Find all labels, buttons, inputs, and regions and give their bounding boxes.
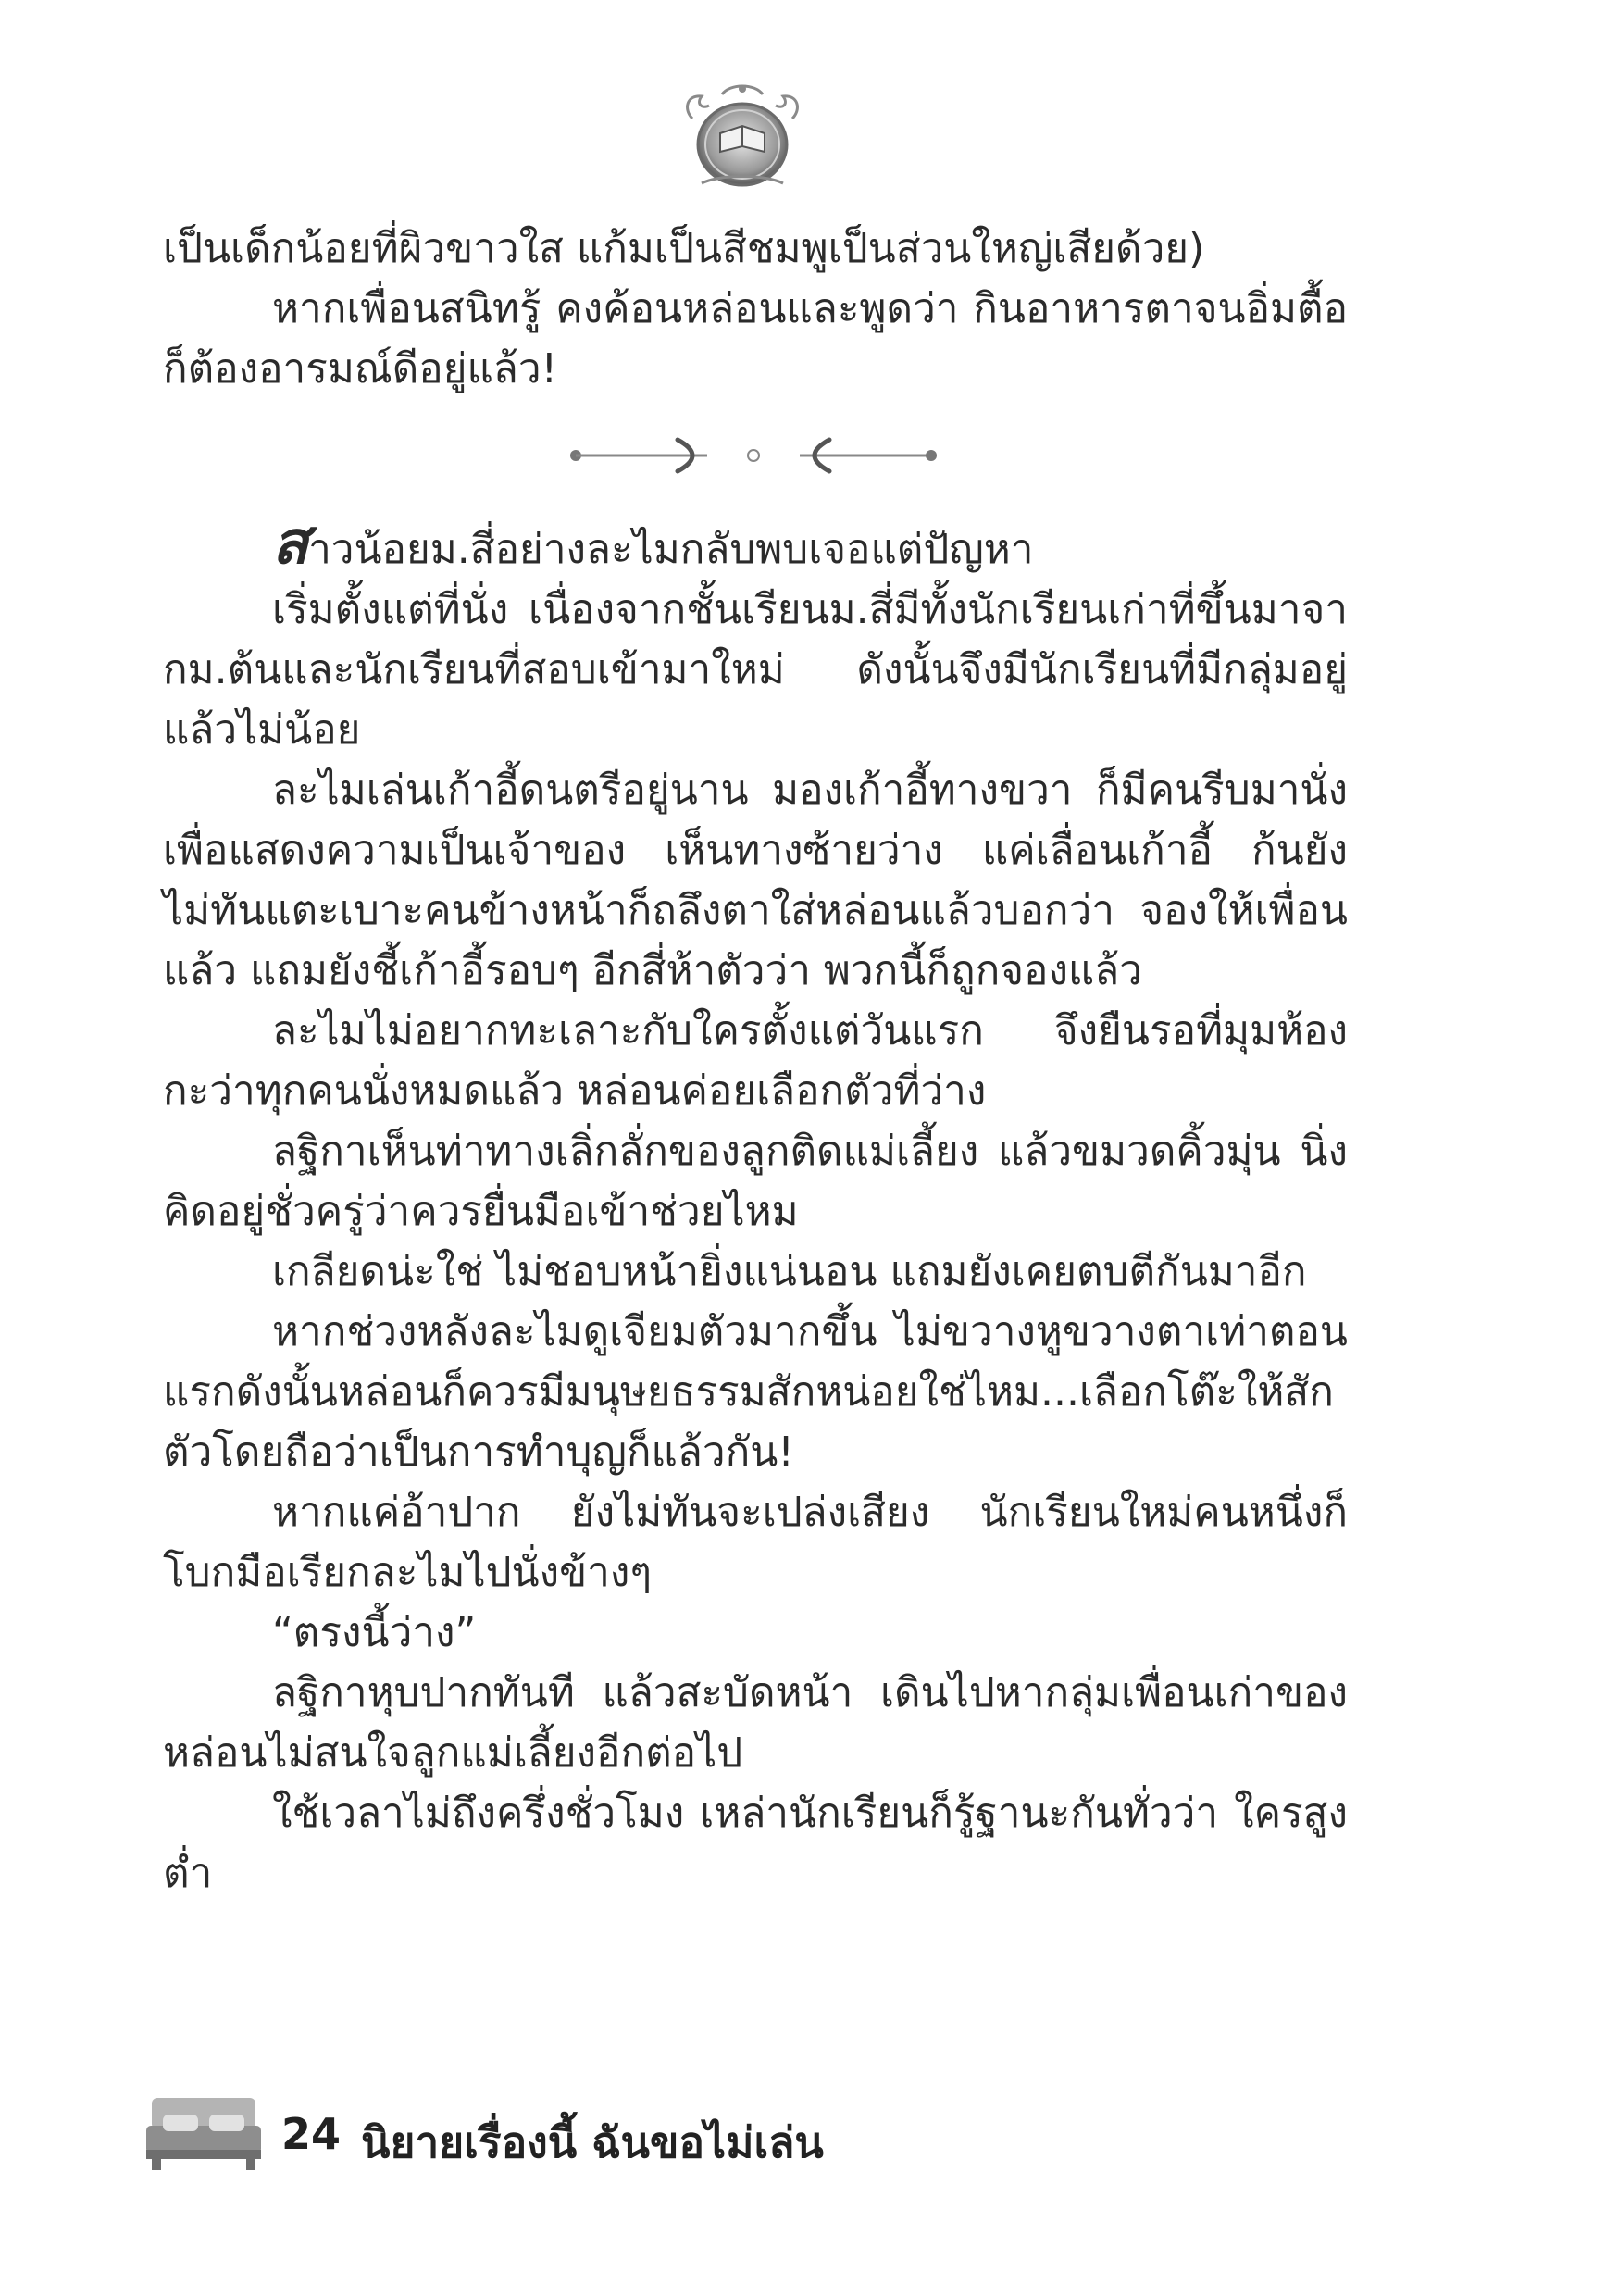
paragraph-2: หากเพื่อนสนิทรู้ คงค้อนหล่อนและพูดว่า กินอาหารตาจนอิ่มตื้อก็ต้องอารมณ์ดีอยู่แล้ว! xyxy=(163,285,1348,393)
dropcap-letter: ส xyxy=(272,509,309,578)
paragraph-4: ละไมเล่นเก้าอี้ดนตรีอยู่นาน มองเก้าอี้ทางขวา ก็มีคนรีบมานั่งเพื่อแสดงความเป็นเจ้าของ เห็นทางซ้ายว่าง แค่เลื่อนเก้าอี้ ก้นยังไม่ทันแตะเบาะคนข้างหน้าก็ถลึงตาใส่หล่อนแล้วบอกว่า จองให้เพื่อนแล้ว แถมยังชี้เก้าอี้รอบๆ อีกสี่ห้าตัวว่า พวกนี้ก็ถูกจองแล้ว xyxy=(163,767,1348,994)
opening-line: าวน้อยม.สี่อย่างละไมกลับพบเจอแต่ปัญหา xyxy=(308,526,1034,573)
section-divider xyxy=(163,418,1348,493)
page-footer xyxy=(146,2094,1350,2177)
publisher-emblem-logo xyxy=(674,81,811,196)
paragraph-dialogue: “ตรงนี้ว่าง” xyxy=(272,1609,477,1656)
paragraph-7: เกลียดน่ะใช่ ไม่ชอบหน้ายิ่งแน่นอน แถมยังเคยตบตีกันมาอีก xyxy=(272,1248,1307,1295)
paragraph-9: หากแค่อ้าปาก ยังไม่ทันจะเปล่งเสียง นักเรียนใหม่คนหนึ่งก็โบกมือเรียกละไมไปนั่งข้างๆ xyxy=(163,1489,1348,1596)
bed-icon xyxy=(146,2094,261,2176)
paragraph-1: เป็นเด็กน้อยที่ผิวขาวใส แก้มเป็นสีชมพูเป็นส่วนใหญ่เสียด้วย) xyxy=(163,225,1205,272)
page-number: 24 xyxy=(281,2109,342,2159)
body-text xyxy=(163,218,1348,1903)
book-title: นิยายเรื่องนี้ ฉันขอไม่เล่น xyxy=(361,2117,824,2167)
paragraph-10: ลฐิกาหุบปากทันที แล้วสะบัดหน้า เดินไปหากลุ่มเพื่อนเก่าของหล่อนไม่สนใจลูกแม่เลี้ยงอีกต่อไป xyxy=(163,1669,1348,1777)
paragraph-5: ละไมไม่อยากทะเลาะกับใครตั้งแต่วันแรก จึงยืนรอที่มุมห้อง กะว่าทุกคนนั่งหมดแล้ว หล่อนค่อยเลือกตัวที่ว่าง xyxy=(163,1007,1348,1115)
paragraph-8: หากช่วงหลังละไมดูเจียมตัวมากขึ้น ไม่ขวางหูขวางตาเท่าตอนแรกดังนั้นหล่อนก็ควรมีมนุษยธรรมสักหน่อยใช่ไหม...เลือกโต๊ะให้สักตัวโดยถือว่าเป็นการทำบุญก็แล้วกัน! xyxy=(163,1308,1348,1476)
chapter-opening-paragraph xyxy=(163,509,1348,580)
paragraph-11: ใช้เวลาไม่ถึงครึ่งชั่วโมง เหล่านักเรียนก็รู้ฐานะกันทั่วว่า ใครสูงต่ำ xyxy=(163,1790,1348,1897)
paragraph-3: เริ่มตั้งแต่ที่นั่ง เนื่องจากชั้นเรียนม.สี่มีทั้งนักเรียนเก่าที่ขึ้นมาจากม.ต้นและนักเรียนที่สอบเข้ามาใหม่ ดังนั้นจึงมีนักเรียนที่มีกลุ่มอยู่แล้วไม่น้อย xyxy=(163,586,1348,754)
paragraph-6: ลฐิกาเห็นท่าทางเลิ่กลั่กของลูกติดแม่เลี้ยง แล้วขมวดคิ้วมุ่น นิ่งคิดอยู่ชั่วครู่ว่าควรยื่นมือเข้าช่วยไหม xyxy=(163,1128,1348,1235)
